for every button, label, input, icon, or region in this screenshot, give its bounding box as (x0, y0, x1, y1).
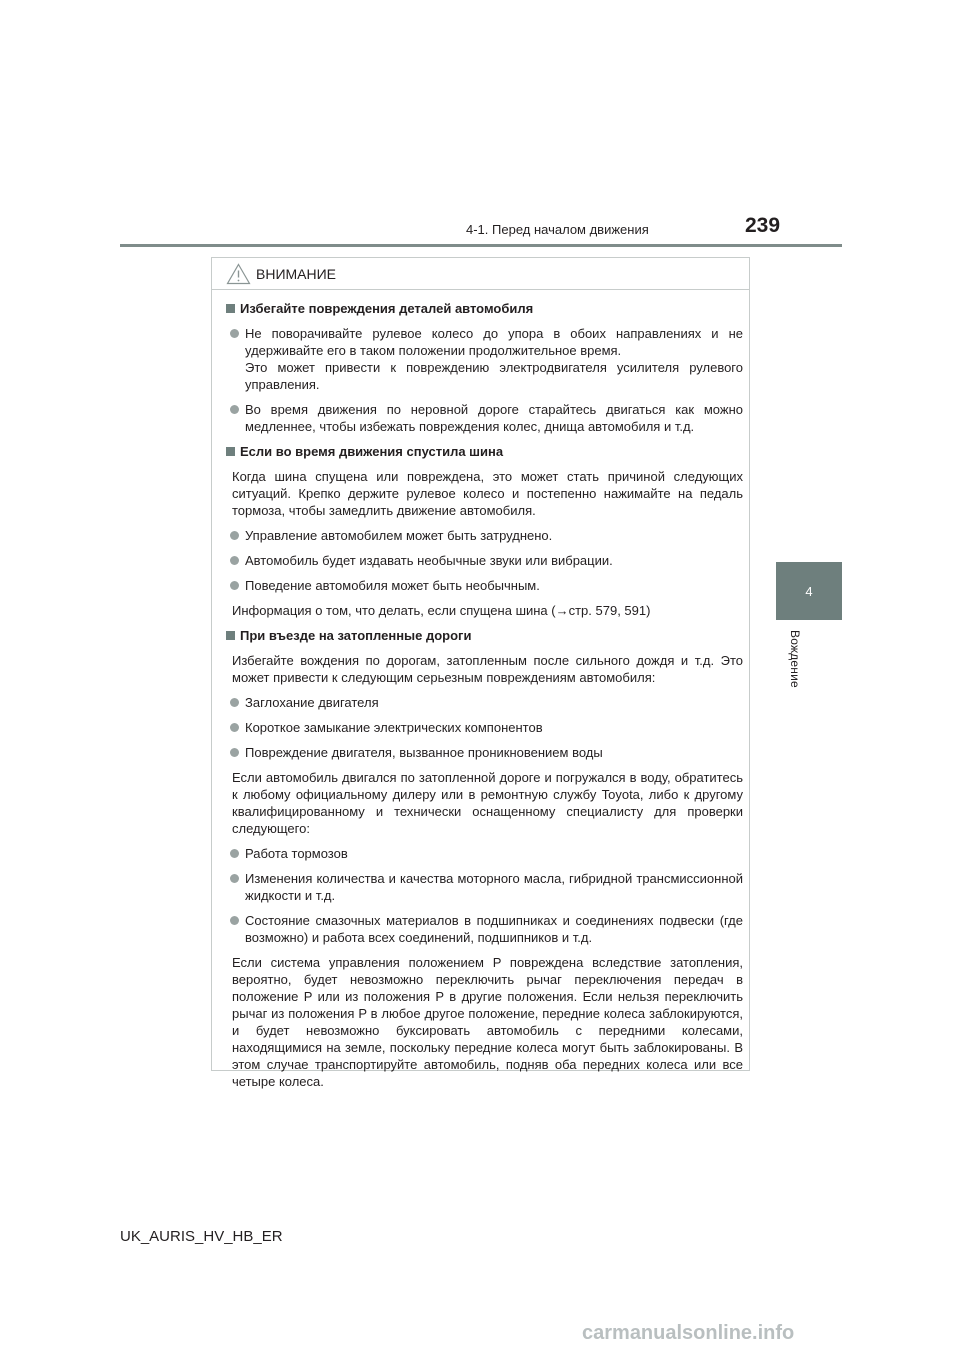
bullet-dot-icon (230, 698, 239, 707)
warning-triangle-icon (226, 263, 251, 285)
bullet-dot-icon (230, 405, 239, 414)
list-item-text: Изменения количества и качества моторного масла, гибридной трансмиссионной жидкости и т.д. (245, 871, 743, 903)
chapter-title: Вождение (788, 630, 802, 688)
paragraph: Если автомобиль двигался по затопленной дороге и погружался в воду, обратитесь к любому официальному дилеру или в ремонтную службу Toyota, либо к другому квалифицированному и технически оснащенному специалисту для проверки следующего: (232, 770, 743, 836)
list-item (226, 694, 743, 711)
paragraph: Когда шина спущена или повреждена, это может стать причиной следующих ситуаций. Крепко держите рулевое колесо и постепенно нажимайте на педаль тормоза, чтобы замедлить движение автомобиля. (232, 469, 743, 518)
list-item-text: Во время движения по неровной дороге старайтесь двигаться как можно медленнее, чтобы избежать повреждения колес, днища автомобиля и т.д. (245, 402, 743, 434)
chapter-tab (776, 562, 842, 620)
chapter-number: 4 (805, 583, 813, 599)
watermark: carmanualsonline.info (582, 1322, 795, 1344)
list-item (226, 325, 743, 393)
bullet-dot-icon (230, 581, 239, 590)
warning-title: ВНИМАНИЕ (256, 265, 337, 282)
document-id: UK_AURIS_HV_HB_ER (120, 1228, 283, 1245)
bullet-dot-icon (230, 723, 239, 732)
header-rule (120, 244, 842, 247)
list-item (226, 401, 743, 435)
square-bullet-icon (226, 631, 235, 640)
square-bullet-icon (226, 304, 235, 313)
list-item (226, 527, 743, 544)
list-item (226, 744, 743, 761)
list-item-text: Управление автомобилем может быть затруднено. (245, 528, 553, 543)
list-item (226, 845, 743, 862)
list-item-text: Автомобиль будет издавать необычные звуки или вибрации. (245, 553, 613, 568)
paragraph: Избегайте вождения по дорогам, затопленным после сильного дождя и т.д. Это может привести к следующим серьезным повреждениям автомобиля: (232, 653, 743, 685)
list-item-text: Работа тормозов (245, 846, 348, 861)
list-item-text: Короткое замыкание электрических компонентов (245, 720, 543, 735)
list-item-text: Повреждение двигателя, вызванное проникновением воды (245, 745, 603, 760)
page-number: 239 (745, 214, 781, 237)
bullet-dot-icon (230, 329, 239, 338)
section-heading: Если во время движения спустила шина (226, 443, 743, 460)
list-item (226, 552, 743, 569)
bullet-dot-icon (230, 849, 239, 858)
list-item-text: Состояние смазочных материалов в подшипниках и соединениях подвески (где возможно) и работа всех соединений, подшипников и т.д. (245, 913, 743, 945)
list-item-text: Не поворачивайте рулевое колесо до упора в обоих направлениях и не удерживайте его в таком положении продолжительное время. Это может привести к повреждению электродвигателя усилителя рулевого управления. (245, 326, 743, 392)
paragraph: Если система управления положением P повреждена вследствие затопления, вероятно, будет невозможно переключить рычаг переключения передач в положение P или из положения P в другие положения. Если нельзя переключить рычаг из положения P в любое другое положение, передние колеса заблокируются, и будет невозможно буксировать автомобиль с передними колесами, находящимися на земле, поскольку передние колеса могут быть заблокированы. В этом случае транспортируйте автомобиль, подняв оба передних колеса или все четыре колеса. (232, 955, 743, 1089)
list-item-text: Заглохание двигателя (245, 695, 379, 710)
warning-header (212, 258, 749, 290)
section-heading: Избегайте повреждения деталей автомобиля (226, 300, 743, 317)
section-heading: При въезде на затопленные дороги (226, 627, 743, 644)
square-bullet-icon (226, 447, 235, 456)
list-item-text: Поведение автомобиля может быть необычным. (245, 578, 540, 593)
paragraph: Информация о том, что делать, если спущена шина (→стр. 579, 591) (232, 603, 651, 618)
bullet-dot-icon (230, 916, 239, 925)
bullet-dot-icon (230, 556, 239, 565)
section-title: 4-1. Перед началом движения (466, 222, 649, 237)
bullet-dot-icon (230, 874, 239, 883)
list-item (226, 719, 743, 736)
warning-box (211, 257, 750, 1089)
list-item (226, 870, 743, 904)
bullet-dot-icon (230, 531, 239, 540)
warning-body (212, 290, 749, 1090)
list-item (226, 912, 743, 946)
list-item (226, 577, 743, 594)
bullet-dot-icon (230, 748, 239, 757)
